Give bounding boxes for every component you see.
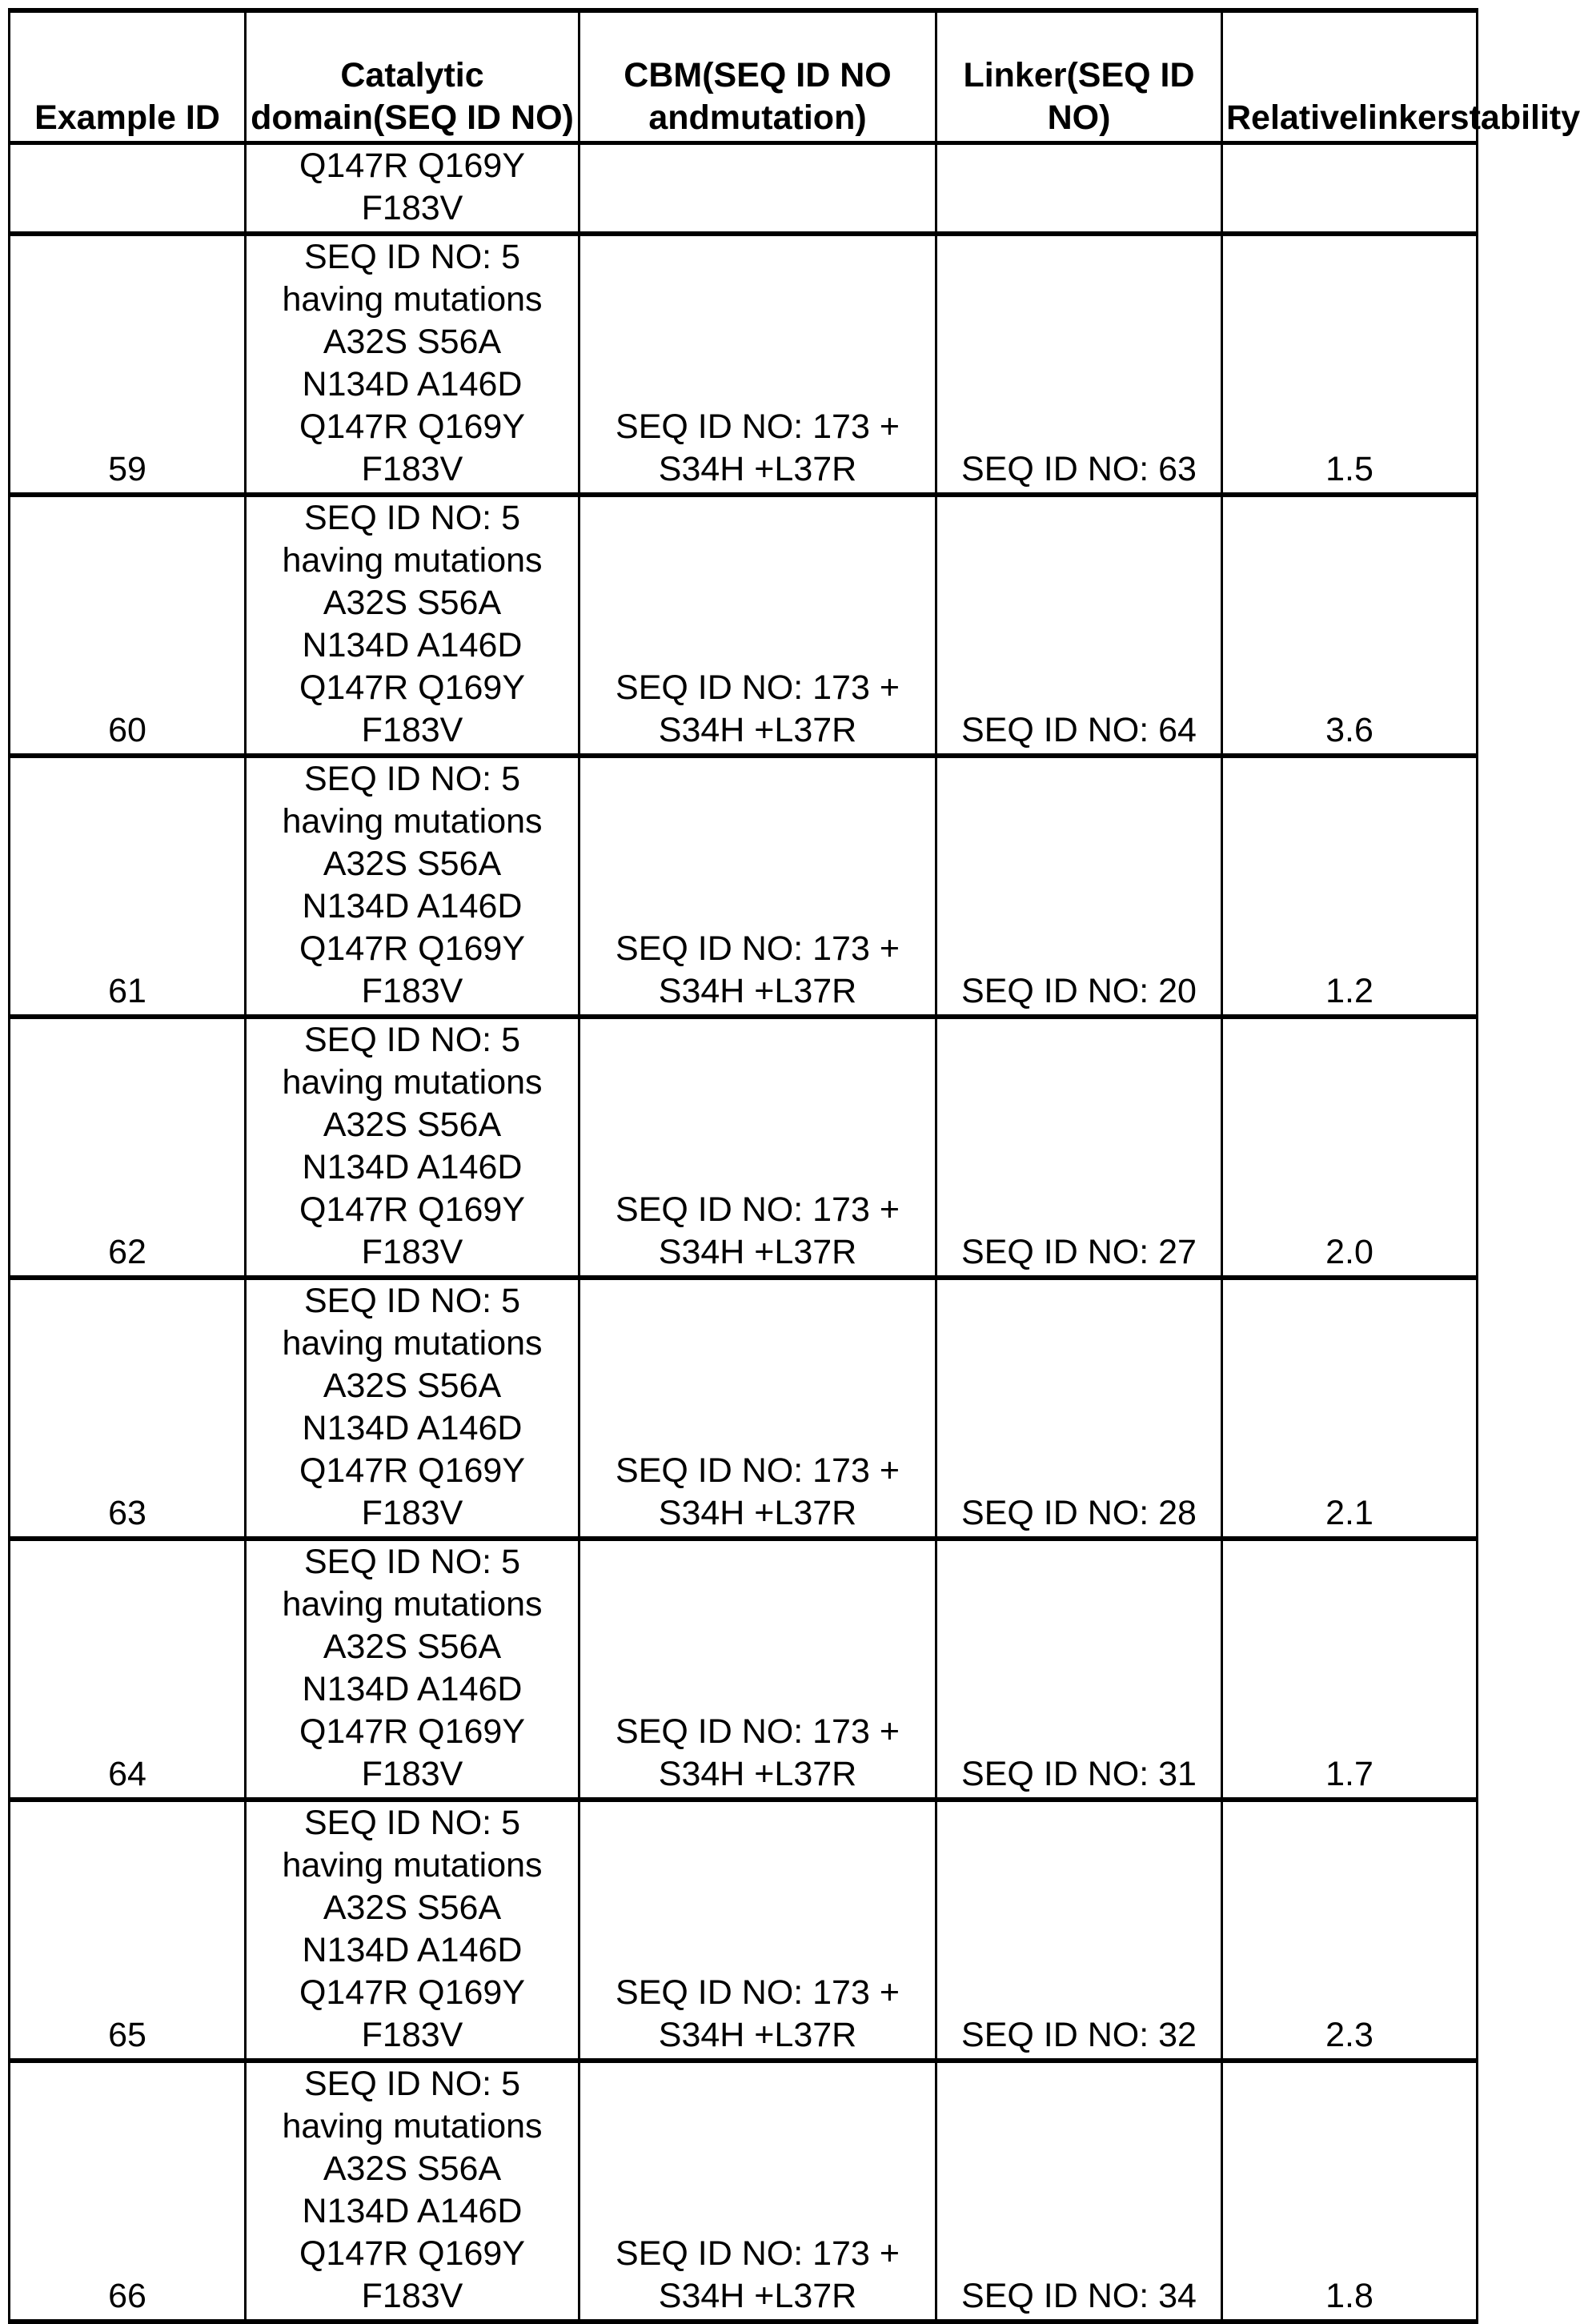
- catalytic-domain-cell: [246, 2061, 579, 2322]
- cell-line: Linker: [963, 56, 1066, 94]
- cell-line: having mutations: [250, 1583, 575, 1626]
- cell-line: SEQ ID NO: 5: [250, 1280, 575, 1323]
- table-row: [10, 1278, 1478, 1539]
- cell-line: F183V: [250, 1231, 575, 1274]
- linker-cell: [936, 143, 1222, 235]
- cell-line: Q147R Q169Y: [250, 928, 575, 970]
- linker-cell: SEQ ID NO: 63: [936, 234, 1222, 495]
- cbm-cell: [579, 1539, 936, 1800]
- table-row: [10, 1017, 1478, 1278]
- example-id-cell: 65: [10, 1800, 246, 2061]
- cbm-cell: [579, 143, 936, 235]
- cell-line: N134D A146D: [250, 1407, 575, 1450]
- stability-cell: 1.7: [1222, 1539, 1478, 1800]
- cell-line: Q147R Q169Y: [250, 1450, 575, 1492]
- stability-cell: 1.8: [1222, 2061, 1478, 2322]
- cell-line: N134D A146D: [250, 885, 575, 928]
- cell-line: SEQ ID NO: 5: [250, 758, 575, 801]
- cell-line: N134D A146D: [250, 624, 575, 667]
- linker-cell: SEQ ID NO: 27: [936, 1017, 1222, 1278]
- cbm-cell: [579, 234, 936, 495]
- cell-line: SEQ ID NO: 173 +: [583, 406, 932, 448]
- header-row: [10, 10, 1478, 143]
- linker-cell: SEQ ID NO: 34: [936, 2061, 1222, 2322]
- catalytic-domain-cell: [246, 756, 579, 1017]
- cell-line: Q147R Q169Y: [250, 1972, 575, 2014]
- cell-line: S34H +L37R: [583, 1753, 932, 1796]
- header-relative-linker-stability: [1222, 10, 1478, 143]
- cell-line: SEQ ID NO: 173 +: [583, 928, 932, 970]
- cell-line: (SEQ ID NO): [1048, 56, 1195, 137]
- cell-line: having mutations: [250, 1062, 575, 1104]
- cbm-cell: [579, 495, 936, 756]
- example-id-cell: 62: [10, 1017, 246, 1278]
- header-example-id: [10, 10, 246, 143]
- example-id-cell: 61: [10, 756, 246, 1017]
- cell-line: SEQ ID NO: 173 +: [583, 1972, 932, 2014]
- cell-line: Q147R Q169Y: [250, 667, 575, 709]
- cell-line: SEQ ID NO: 5: [250, 2063, 575, 2105]
- table-row: [10, 2061, 1478, 2322]
- cell-line: (SEQ ID NO): [373, 98, 574, 137]
- cell-line: S34H +L37R: [583, 2275, 932, 2318]
- cell-line: F183V: [250, 448, 575, 491]
- cbm-cell: [579, 2061, 936, 2322]
- cell-line: F183V: [250, 970, 575, 1013]
- table-row: [10, 1800, 1478, 2061]
- example-id-cell: 60: [10, 495, 246, 756]
- cell-line: (SEQ ID NO and: [648, 56, 891, 137]
- catalytic-domain-cell: [246, 1539, 579, 1800]
- cell-line: A32S S56A: [250, 321, 575, 363]
- linker-cell: SEQ ID NO: 32: [936, 1800, 1222, 2061]
- catalytic-domain-cell: [246, 495, 579, 756]
- table-row: [10, 495, 1478, 756]
- example-id-cell: 63: [10, 1278, 246, 1539]
- catalytic-domain-cell: [246, 1278, 579, 1539]
- cell-line: SEQ ID NO: 173 +: [583, 667, 932, 709]
- cell-line: A32S S56A: [250, 1104, 575, 1146]
- header-cbm: [579, 10, 936, 143]
- cell-line: having mutations: [250, 801, 575, 843]
- cell-line: Q147R Q169Y: [250, 406, 575, 448]
- cell-line: linker: [1358, 98, 1450, 137]
- cell-line: SEQ ID NO: 173 +: [583, 1189, 932, 1231]
- cell-line: SEQ ID NO: 173 +: [583, 2233, 932, 2275]
- linker-cell: SEQ ID NO: 64: [936, 495, 1222, 756]
- cbm-cell: [579, 1017, 936, 1278]
- linker-cell: SEQ ID NO: 31: [936, 1539, 1222, 1800]
- table-row: [10, 234, 1478, 495]
- cell-line: F183V: [250, 187, 575, 230]
- cell-line: Q147R Q169Y: [250, 145, 575, 187]
- example-id-cell: 66: [10, 2061, 246, 2322]
- stability-cell: [1222, 143, 1478, 235]
- cell-line: SEQ ID NO: 5: [250, 497, 575, 540]
- cell-line: N134D A146D: [250, 1146, 575, 1189]
- cell-line: F183V: [250, 1753, 575, 1796]
- cell-line: Catalytic domain: [251, 56, 484, 137]
- cell-line: having mutations: [250, 2105, 575, 2148]
- cell-line: A32S S56A: [250, 2148, 575, 2190]
- cell-line: F183V: [250, 709, 575, 752]
- cell-line: S34H +L37R: [583, 1492, 932, 1535]
- cell-line: A32S S56A: [250, 1626, 575, 1668]
- catalytic-domain-cell: [246, 1017, 579, 1278]
- cbm-cell: [579, 1278, 936, 1539]
- example-id-cell: 64: [10, 1539, 246, 1800]
- cbm-cell: [579, 756, 936, 1017]
- cell-line: having mutations: [250, 1844, 575, 1887]
- cell-line: S34H +L37R: [583, 2014, 932, 2057]
- header-linker: [936, 10, 1222, 143]
- cell-line: Example ID: [34, 98, 220, 137]
- cbm-cell: [579, 1800, 936, 2061]
- table-row: [10, 756, 1478, 1017]
- cell-line: S34H +L37R: [583, 448, 932, 491]
- linker-stability-table: [8, 8, 1478, 2324]
- catalytic-domain-cell: [246, 1800, 579, 2061]
- cell-line: Q147R Q169Y: [250, 1189, 575, 1231]
- example-id-cell: 59: [10, 234, 246, 495]
- linker-cell: SEQ ID NO: 20: [936, 756, 1222, 1017]
- cell-line: stability: [1450, 98, 1580, 137]
- cell-line: N134D A146D: [250, 2190, 575, 2233]
- header-catalytic-domain: [246, 10, 579, 143]
- cell-line: F183V: [250, 2275, 575, 2318]
- cell-line: Relative: [1226, 98, 1358, 137]
- cell-line: S34H +L37R: [583, 970, 932, 1013]
- cell-line: A32S S56A: [250, 582, 575, 624]
- cell-line: SEQ ID NO: 173 +: [583, 1450, 932, 1492]
- cell-line: SEQ ID NO: 5: [250, 1541, 575, 1583]
- cell-line: Q147R Q169Y: [250, 1711, 575, 1753]
- cell-line: N134D A146D: [250, 363, 575, 406]
- cell-line: N134D A146D: [250, 1668, 575, 1711]
- stability-cell: 2.1: [1222, 1278, 1478, 1539]
- stability-cell: 1.2: [1222, 756, 1478, 1017]
- cell-line: having mutations: [250, 279, 575, 321]
- cell-line: SEQ ID NO: 5: [250, 236, 575, 279]
- cell-line: Q147R Q169Y: [250, 2233, 575, 2275]
- stability-cell: 2.3: [1222, 1800, 1478, 2061]
- table-row-continuation: [10, 143, 1478, 235]
- stability-cell: 1.5: [1222, 234, 1478, 495]
- example-id-cell: [10, 143, 246, 235]
- catalytic-domain-cell: [246, 234, 579, 495]
- cell-line: SEQ ID NO: 173 +: [583, 1711, 932, 1753]
- cell-line: F183V: [250, 2014, 575, 2057]
- cell-line: S34H +L37R: [583, 1231, 932, 1274]
- cell-line: mutation): [710, 98, 867, 137]
- stability-cell: 3.6: [1222, 495, 1478, 756]
- cell-line: SEQ ID NO: 5: [250, 1019, 575, 1062]
- cell-line: N134D A146D: [250, 1929, 575, 1972]
- stability-cell: 2.0: [1222, 1017, 1478, 1278]
- cell-line: A32S S56A: [250, 1365, 575, 1407]
- cell-line: having mutations: [250, 540, 575, 582]
- table-row: [10, 1539, 1478, 1800]
- cell-line: SEQ ID NO: 5: [250, 1802, 575, 1844]
- cell-line: A32S S56A: [250, 843, 575, 885]
- cell-line: having mutations: [250, 1323, 575, 1365]
- cell-line: F183V: [250, 1492, 575, 1535]
- cell-line: CBM: [624, 56, 702, 94]
- linker-cell: SEQ ID NO: 28: [936, 1278, 1222, 1539]
- cell-line: S34H +L37R: [583, 709, 932, 752]
- cell-line: A32S S56A: [250, 1887, 575, 1929]
- catalytic-domain-cell: [246, 143, 579, 235]
